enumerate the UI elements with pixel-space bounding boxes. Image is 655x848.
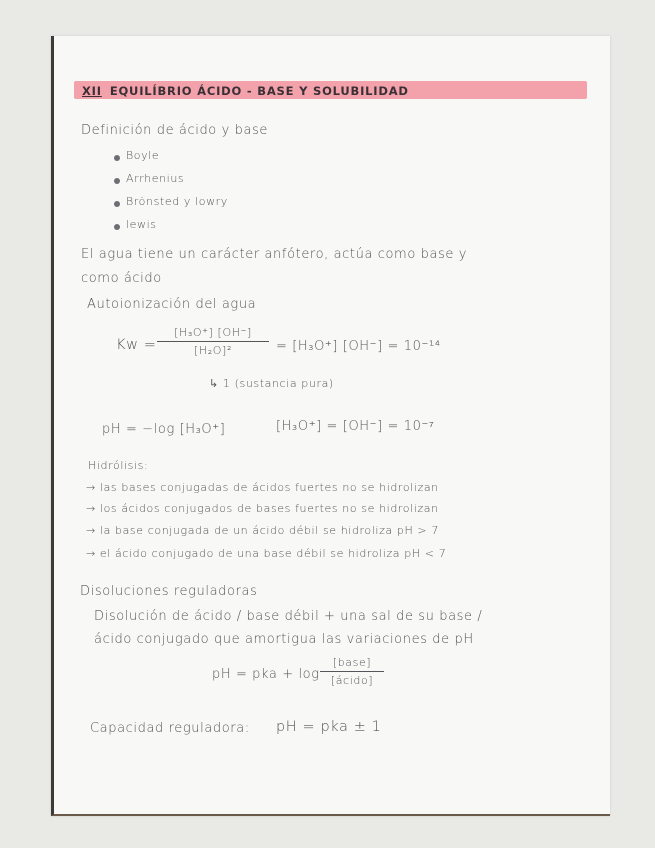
- theory-bronsted-lowry: Brönsted y lowry: [126, 195, 228, 208]
- amphoteric-line-2: como ácido: [81, 271, 162, 286]
- theory-boyle: Boyle: [126, 149, 160, 162]
- hydrolysis-heading: Hidrólisis:: [88, 459, 149, 472]
- title-text: EQUILÍBRIO ÁCIDO - BASE Y SOLUBILIDAD: [109, 84, 409, 98]
- kw-denominator: [H₂O]²: [194, 344, 232, 357]
- buffer-line-2: ácido conjugado que amortigua las variaciones de pH: [94, 632, 474, 647]
- definition-heading: Definición de ácido y base: [81, 123, 268, 138]
- capacity-label: Capacidad reguladora:: [90, 721, 250, 736]
- amphoteric-line-1: El agua tiene un carácter anfótero, actúa como base y: [81, 247, 468, 262]
- henderson-denominator: [ácido]: [330, 674, 374, 687]
- hydrolysis-item-2: → los ácidos conjugados de bases fuertes no se hidrolizan: [86, 502, 439, 515]
- bullet-icon: [114, 224, 120, 230]
- title-roman-numeral: XII: [82, 84, 102, 98]
- theory-arrhenius: Arrhenius: [126, 172, 185, 185]
- buffer-heading: Disoluciones reguladoras: [80, 584, 258, 599]
- kw-symbol: Kw =: [116, 337, 157, 353]
- fraction-bar: [157, 341, 269, 342]
- page-title: [82, 84, 409, 98]
- kw-numerator: [H₃O⁺] [OH⁻]: [174, 326, 252, 339]
- notebook-page: [51, 36, 610, 816]
- henderson-numerator: [base]: [332, 656, 372, 669]
- bullet-icon: [114, 155, 120, 161]
- kw-rhs: = [H₃O⁺] [OH⁻] = 10⁻¹⁴: [276, 339, 441, 354]
- neutral-condition: [H₃O⁺] = [OH⁻] = 10⁻⁷: [276, 419, 435, 434]
- autoionization-heading: Autoionización del agua: [87, 297, 257, 312]
- henderson-lhs: pH = pka + log: [212, 667, 320, 682]
- theory-lewis: lewis: [126, 218, 157, 231]
- fraction-bar: [320, 671, 384, 672]
- kw-fraction: [157, 326, 269, 357]
- hydrolysis-item-4: → el ácido conjugado de una base débil se hidroliza pH < 7: [86, 547, 447, 560]
- bullet-icon: [114, 178, 120, 184]
- buffer-line-1: Disolución de ácido / base débil + una sal de su base /: [94, 609, 483, 624]
- henderson-fraction: [320, 656, 384, 687]
- capacity-formula: pH = pka ± 1: [276, 719, 382, 735]
- title-highlight: [74, 81, 587, 99]
- hydrolysis-item-3: → la base conjugada de un ácido débil se hidroliza pH > 7: [86, 524, 439, 537]
- bullet-icon: [114, 201, 120, 207]
- kw-note: ↳ 1 (sustancia pura): [209, 377, 334, 390]
- hydrolysis-item-1: → las bases conjugadas de ácidos fuertes no se hidrolizan: [86, 481, 439, 494]
- ph-definition: pH = −log [H₃O⁺]: [102, 422, 226, 437]
